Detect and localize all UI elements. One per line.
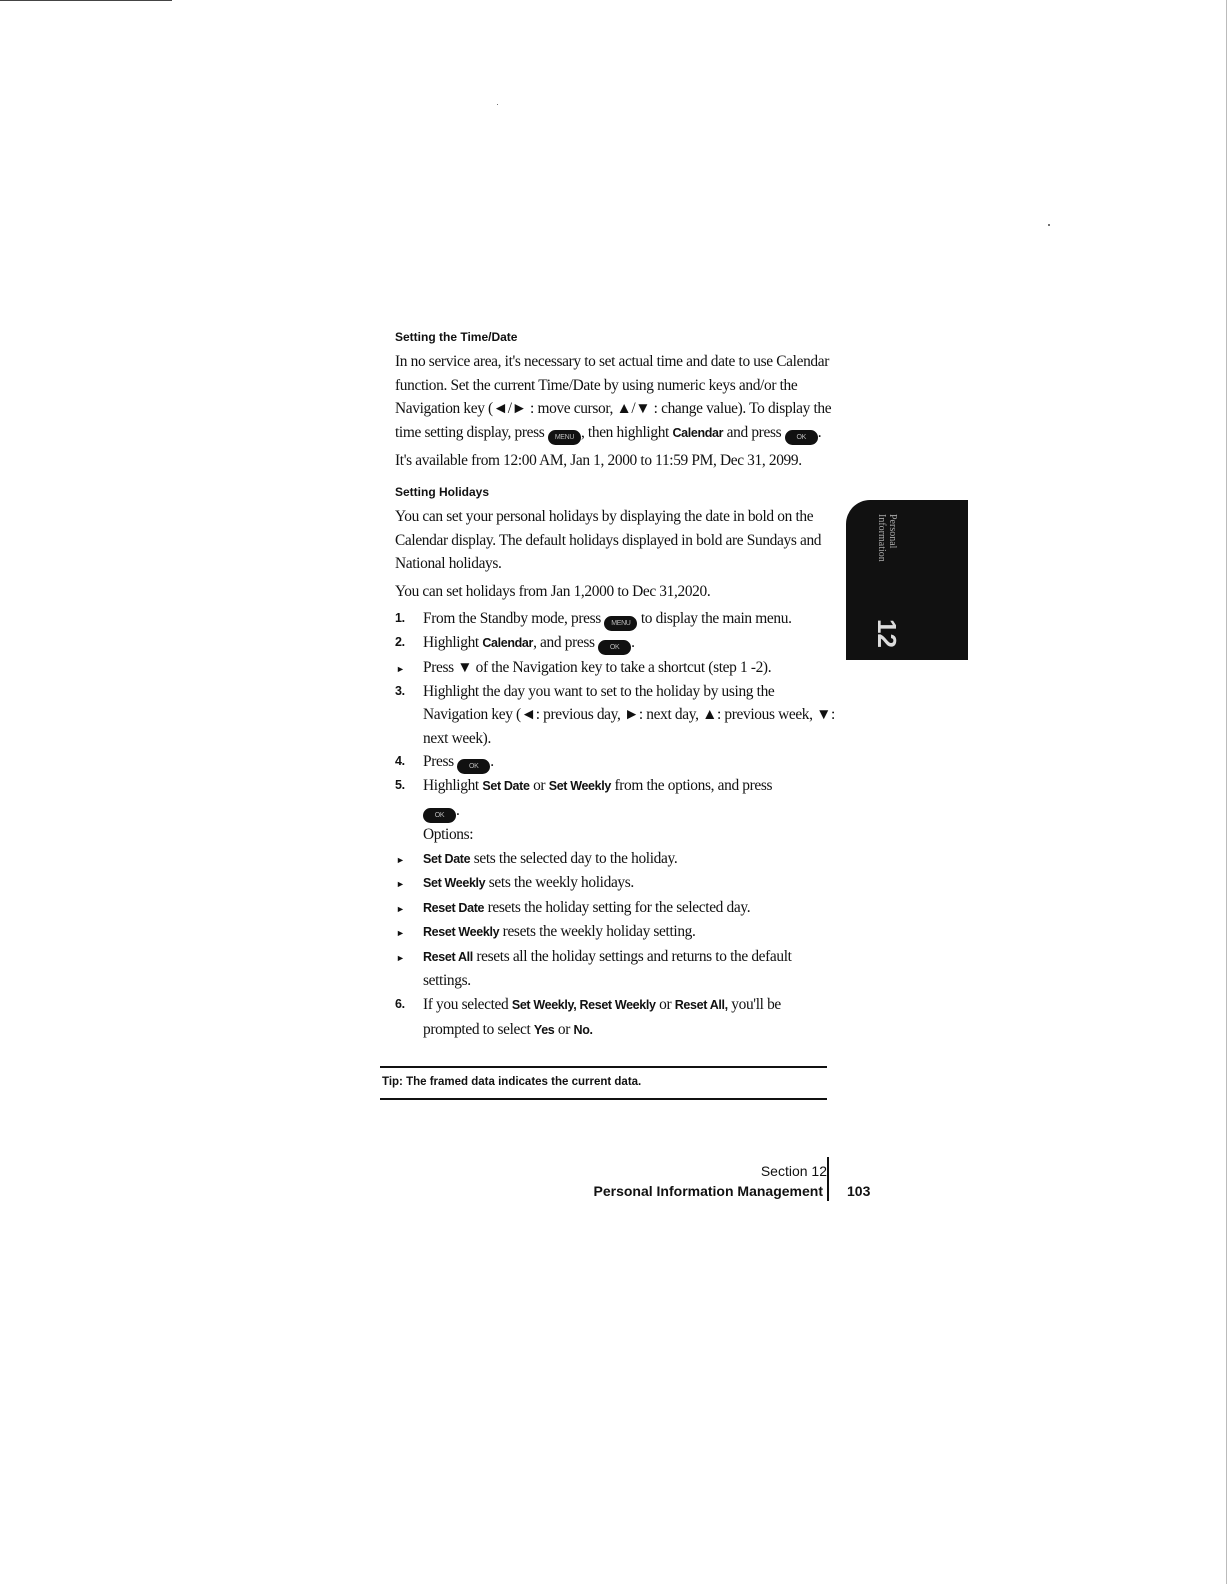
paragraph: It's available from 12:00 AM, Jan 1, 2000 to 11:59 PM, Dec 31, 2099. [395, 452, 802, 470]
tip-box [380, 1066, 827, 1100]
section-heading: Setting the Time/Date [395, 330, 518, 344]
term: Yes [533, 1022, 555, 1037]
text: , then highlight [580, 423, 669, 441]
term: Reset All [423, 949, 473, 964]
text: from the options, and press [614, 777, 773, 795]
page-number: 103 [847, 1183, 871, 1199]
steps-list [395, 607, 835, 1042]
step-number: 1. [395, 611, 405, 626]
text: Options: [423, 825, 474, 843]
paragraph: In no service area, it's necessary to set actual time and date to use Calendar function. Set the current Time/Date by using numeric keys and/or the Navigation key (◄/► : move cursor, ▲/▼ : change value). To display the time setting display, press MENU , then highlight Calendar and press OK . [395, 350, 835, 445]
footer-title: Personal Information Management [593, 1183, 823, 1199]
step-number: 4. [395, 754, 405, 769]
text: resets all the holiday settings and returns to the default settings. [423, 947, 792, 990]
step-number: 5. [395, 778, 405, 793]
ok-key-icon: OK [598, 640, 631, 655]
term: Calendar [482, 636, 534, 651]
menu-key-icon: MENU [604, 616, 637, 631]
text: sets the weekly holidays. [488, 874, 634, 892]
text: Highlight the day you want to set to the holiday by using the Navigation key (◄: previous day, ►: next day, ▲: previous week, ▼: next week). [423, 682, 835, 747]
text: , and press [533, 634, 595, 652]
chapter-tab-label: Personal Information [876, 514, 898, 562]
list-item [395, 945, 835, 993]
text: In no service area, it's necessary to set actual time and date to use Calendar function. Set the current Time/Date by using numeric keys and/or the Navigation key (◄/► : move cursor, ▲/▼ : change value). To display the time setting display, press [395, 353, 832, 441]
term: Set Weekly [423, 876, 486, 891]
bullet-arrow-icon: ► [396, 952, 405, 963]
bullet-arrow-icon: ► [396, 879, 405, 890]
step-number: 2. [395, 635, 405, 650]
tip-text [382, 1076, 641, 1088]
speck [1048, 224, 1050, 226]
list-item: 5. Highlight Set Date or Set Weekly from the options, and press OK . Options: [395, 774, 835, 846]
text: sets the selected day to the holiday. [473, 849, 678, 867]
term: Calendar [672, 425, 724, 440]
term: Set Weekly [548, 779, 611, 794]
text: resets the holiday setting for the selected day. [487, 898, 751, 916]
tip-body: The framed data indicates the current data. [406, 1076, 642, 1088]
list-item [395, 871, 835, 896]
text: Highlight [423, 634, 479, 652]
text: resets the weekly holiday setting. [502, 923, 696, 941]
list-item [395, 680, 835, 751]
list-item [395, 993, 835, 1042]
term: Set Weekly, Reset Weekly [511, 998, 656, 1013]
text: If you selected [423, 996, 509, 1014]
ok-key-icon: OK [423, 808, 456, 823]
text: Press [423, 753, 454, 771]
chapter-tab [846, 500, 968, 660]
chapter-tab-number: 12 [871, 619, 902, 648]
list-item [395, 847, 835, 872]
text: or [557, 1020, 571, 1038]
text: you'll be prompted to select [423, 996, 781, 1038]
term: Set Date [482, 779, 530, 794]
text: or [659, 996, 672, 1014]
menu-key-icon: MENU [548, 430, 581, 445]
step-number: 3. [395, 683, 405, 698]
step-number: 6. [395, 997, 405, 1012]
list-item: 2. Highlight Calendar, and press OK . [395, 631, 835, 656]
top-rule [0, 0, 172, 1]
ok-key-icon: OK [785, 430, 818, 445]
list-item [395, 656, 835, 680]
footer-section: Section 12 [760, 1163, 827, 1179]
speck [497, 104, 498, 105]
text: to display the main menu. [640, 610, 792, 628]
term: Reset Date [423, 900, 485, 915]
ok-key-icon: OK [457, 759, 490, 774]
paragraph: You can set holidays from Jan 1,2000 to Dec 31,2020. [395, 582, 711, 600]
list-item: 4. Press OK . [395, 750, 835, 774]
paragraph: You can set your personal holidays by displaying the date in bold on the Calendar display. The default holidays displayed in bold are Sundays and National holidays. [395, 507, 822, 573]
section-heading: Setting Holidays [395, 484, 490, 499]
tip-label: Tip: [382, 1076, 403, 1088]
list-item [395, 920, 835, 945]
text: or [533, 777, 546, 795]
term: Set Date [423, 851, 471, 866]
term: Reset Weekly [423, 925, 500, 940]
text: From the Standby mode, press [423, 610, 601, 628]
list-item [395, 896, 835, 921]
term: No. [573, 1022, 593, 1037]
term: Reset All, [674, 998, 728, 1013]
text: Press ▼ of the Navigation key to take a shortcut (step 1 -2). [423, 658, 772, 676]
page-edge [1226, 0, 1227, 1584]
text: and press [726, 423, 782, 441]
bullet-arrow-icon: ► [396, 854, 405, 865]
page-content [395, 330, 835, 1042]
footer-divider [827, 1157, 829, 1201]
list-item [395, 607, 835, 631]
bullet-arrow-icon: ► [396, 663, 405, 674]
bullet-arrow-icon: ► [396, 928, 405, 939]
bullet-arrow-icon: ► [396, 903, 405, 914]
text: Highlight [423, 777, 479, 795]
